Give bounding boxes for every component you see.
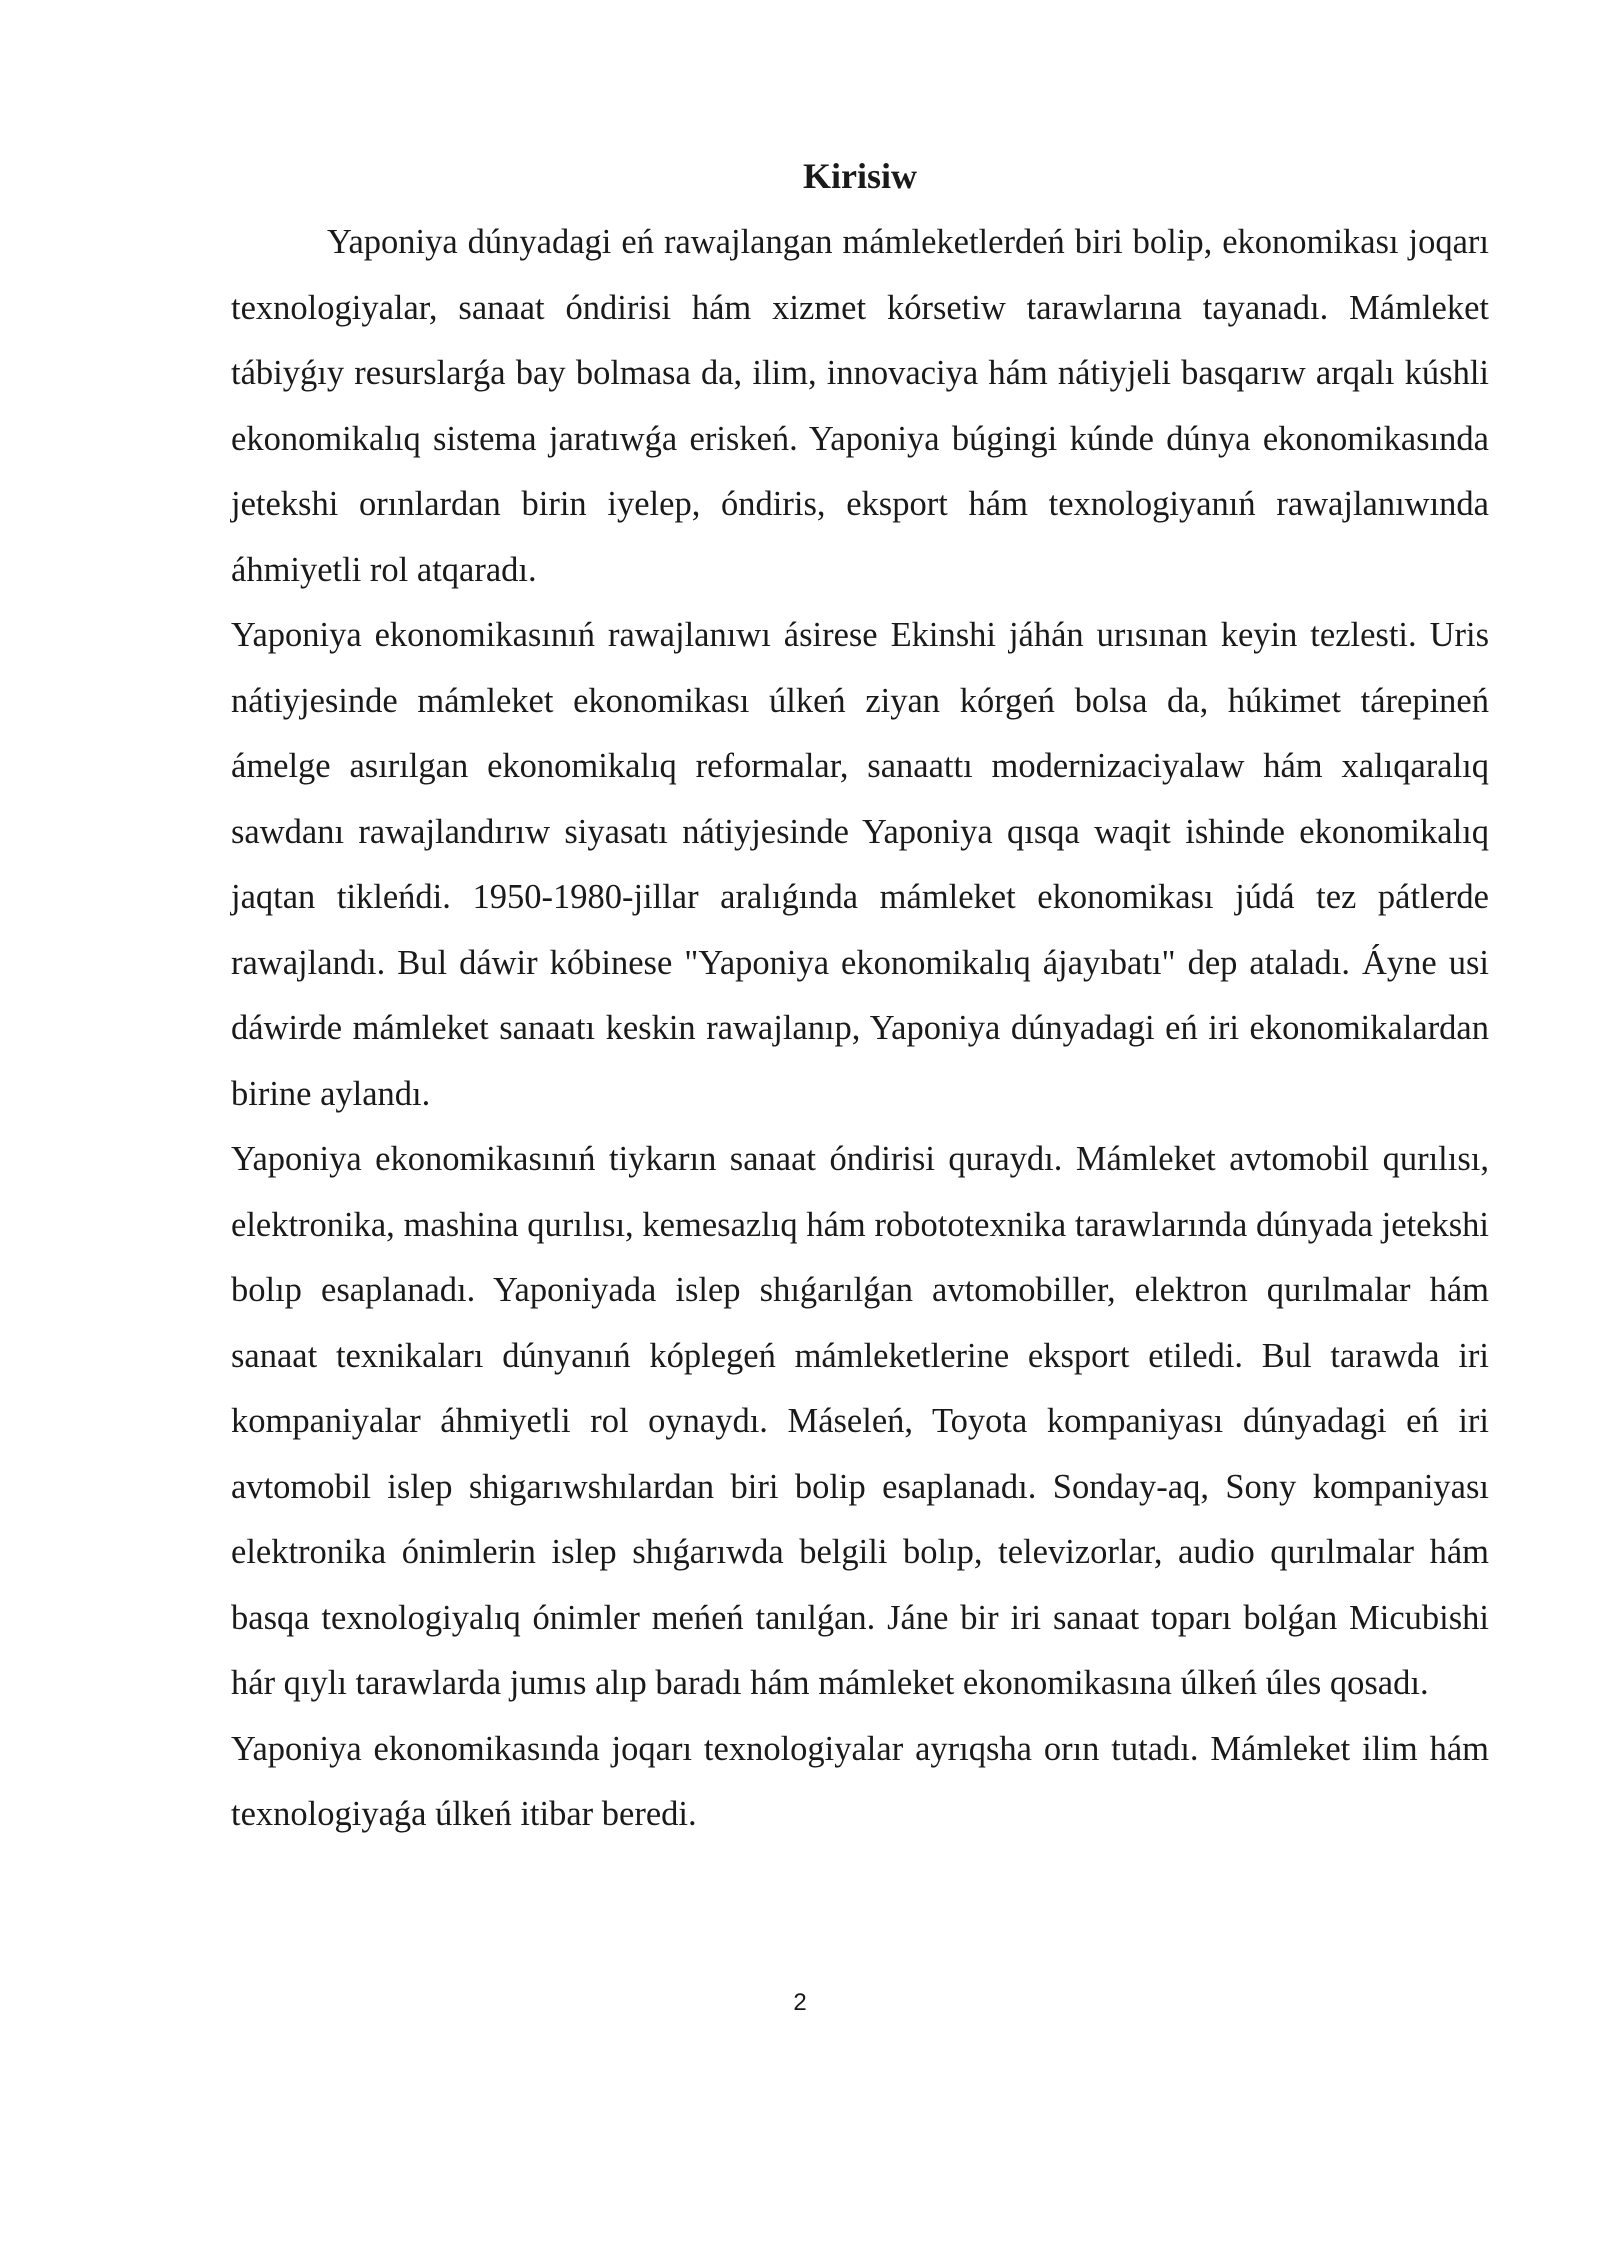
paragraph-industry: Yaponiya ekonomikasınıń tiykarın sanaat óndirisi quraydı. Mámleket avtomobil qurılısı, elektronika, mashina qurılısı, kemesazlıq hám robototexnika tarawlarında dúnyada jetekshi bolıp esaplanadı. Yaponiyada islep shıǵarılǵan avtomobiller, elektron qurılmalar hám sanaat texnikaları dúnyanıń kóplegeń mámleketlerine eksport etiledi. Bul tarawda iri kompaniyalar áhmiyetli rol oynaydı. Máseleń, Toyota kompaniyası dúnyadagi eń iri avtomobil islep shigarıwshılardan biri bolip esaplanadı. Sonday-aq, Sony kompaniyası elektronika ónimlerin islep shıǵarıwda belgili bolıp, televizorlar, audio qurılmalar hám basqa texnologiyalıq ónimler meńeń tanılǵan. Jáne bir iri sanaat toparı bolǵan Micubishi hár qıylı tarawlarda jumıs alıp baradı hám mámleket ekonomikasına úlkeń úles qosadı. [231, 1140, 1489, 1702]
paragraph-intro: Yaponiya dúnyadagi eń rawajlangan mámleketlerdeń biri bolip, ekonomikası joqarı texnologiyalar, sanaat óndirisi hám xizmet kórsetiw tarawlarına tayanadı. Mámleket tábiyǵıy resurslarǵa bay bolmasa da, ilim, innovaciya hám nátiyjeli basqarıw arqalı kúshli ekonomikalıq sistema jaratıwǵa eriskeń. Yaponiya búgingi kúnde dúnya ekonomikasında jetekshi orınlardan birin iyelep, óndiris, eksport hám texnologiyanıń rawajlanıwında áhmiyetli rol atqaradı. [231, 223, 1489, 589]
paragraph-technology: Yaponiya ekonomikasında joqarı texnologiyalar ayrıqsha orın tutadı. Mámleket ilim hám texnologiyaǵa úlkeń itibar beredi. [231, 1729, 1489, 1833]
page-title: Kirisiw [803, 156, 917, 196]
page-number: 2 [793, 1989, 807, 2016]
document-page [231, 150, 1489, 1848]
paragraph-postwar: Yaponiya ekonomikasınıń rawajlanıwı ásirese Ekinshi jáhán urısınan keyin tezlesti. Uris nátiyjesinde mámleket ekonomikası úlkeń ziyan kórgeń bolsa da, húkimet tárepineń ámelge asırılgan ekonomikalıq reformalar, sanaattı modernizaciyalaw hám xalıqaralıq sawdanı rawajlandırıw siyasatı nátiyjesinde Yaponiya qısqa waqit ishinde ekonomikalıq jaqtan tikleńdi. 1950-1980-jillar aralıǵında mámleket ekonomikası júdá tez pátlerde rawajlandı. Bul dáwir kóbinese "Yaponiya ekonomikalıq ájayıbatı" dep ataladı. Áyne usi dáwirde mámleket sanaatı keskin rawajlanıp, Yaponiya dúnyadagi eń iri ekonomikalardan birine aylandı. [231, 616, 1489, 1113]
